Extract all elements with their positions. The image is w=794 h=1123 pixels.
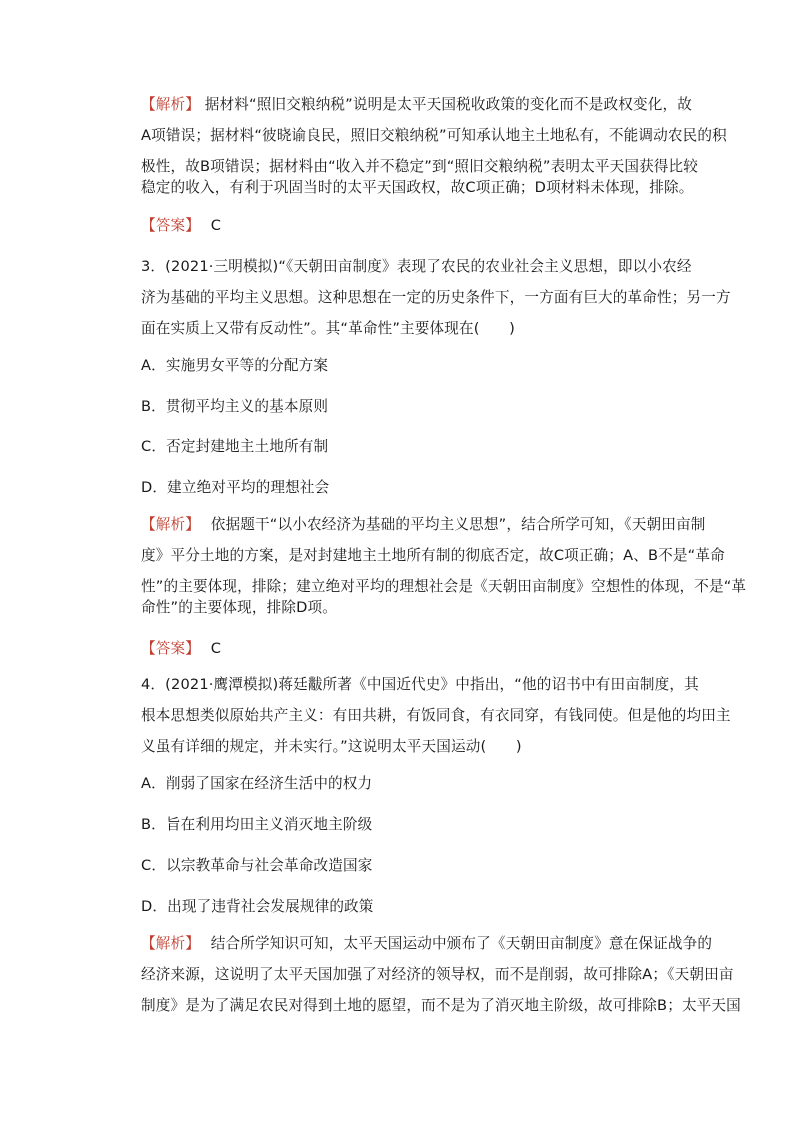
question-line (141, 287, 731, 309)
option-d (141, 477, 681, 499)
option-b (141, 814, 681, 836)
explanation-text: 稳定的收入，有利于巩固当时的太平天国政权，故C项正确；D项材料未体现，排除。 (141, 179, 694, 196)
answer-line (141, 638, 681, 660)
explanation-text: 结合所学知识可知，太平天国运动中颁布了《天朝田亩制度》意在保证战争的 (210, 935, 713, 952)
explanation-text: 【解析】 据材料“照旧交粮纳税”说明是太平天国税收政策的变化而不是政权变化，故 (141, 96, 692, 113)
explanation-line (141, 545, 725, 567)
question-text: 4．(2021·鹰潭模拟)蒋廷黻所著《中国近代史》中指出，“他的诏书中有田亩制度，其 (141, 676, 699, 693)
option-text: D．出现了违背社会发展规律的政策 (141, 898, 374, 915)
question-line (141, 318, 681, 340)
explanation-line (141, 597, 681, 619)
option-a (141, 773, 681, 795)
explanation-line (141, 964, 734, 986)
answer-tag: 【答案】 (141, 217, 200, 234)
question-text: 根本思想类似原始共产主义：有田共耕，有饭同食，有衣同穿，有钱同使。但是他的均田主 (141, 707, 731, 724)
explanation-line (141, 94, 692, 116)
explanation-text: 极性，故B项错误；据材料由“收入并不稳定”到“照旧交粮纳税”表明太平天国获得比较 (141, 158, 699, 175)
option-text: B．贯彻平均主义的基本原则 (141, 398, 329, 415)
option-text: D．建立绝对平均的理想社会 (141, 479, 330, 496)
explanation-text: 命性”的主要体现，排除D项。 (141, 599, 338, 616)
explanation-text: 度》平分土地的方案，是对封建地主土地所有制的彻底否定，故C项正确；A、B不是“革命 (141, 547, 725, 564)
question-text: 济为基础的平均主义思想。这种思想在一定的历史条件下，一方面有巨大的革命性；另一方 (141, 289, 731, 306)
explanation-text: 经济来源，这说明了太平天国加强了对经济的领导权，而不是削弱，故可排除A；《天朝田亩 (141, 966, 734, 983)
explanation-text: 性”的主要体现，排除；建立绝对平均的理想社会是《天朝田亩制度》空想性的体现，不是“革 (141, 578, 747, 595)
explanation-line (141, 156, 699, 178)
explanation-tag: 【解析】 (141, 516, 200, 533)
question-line (141, 674, 699, 696)
explanation-tag: 【解析】 (141, 96, 200, 113)
option-text: B．旨在利用均田主义消灭地主阶级 (141, 816, 373, 833)
explanation-line (141, 177, 694, 199)
question-line (141, 705, 731, 727)
explanation-line (141, 933, 713, 955)
answer-line (141, 215, 681, 237)
question-text: 面在实质上又带有反动性”。其“革命性”主要体现在( ) (141, 320, 515, 337)
explanation-line (141, 995, 741, 1017)
question-line (141, 256, 692, 278)
option-text: C．以宗教革命与社会革命改造国家 (141, 857, 373, 874)
option-b (141, 396, 681, 418)
explanation-text: 依据题干“以小农经济为基础的平均主义思想”，结合所学可知，《天朝田亩制 (210, 516, 706, 533)
option-c (141, 436, 681, 458)
option-text: A．削弱了国家在经济生活中的权力 (141, 775, 373, 792)
answer-value: C (210, 217, 222, 234)
option-c (141, 855, 681, 877)
question-text: 3．(2021·三明模拟)“《天朝田亩制度》表现了农民的农业社会主义思想，即以小农经 (141, 258, 692, 275)
explanation-tag: 【解析】 (141, 935, 200, 952)
explanation-line (141, 576, 747, 598)
question-text: 义虽有详细的规定，并未实行。”这说明太平天国运动( ) (141, 738, 522, 755)
answer-tag: 【答案】 (141, 640, 200, 657)
option-d (141, 896, 681, 918)
explanation-text: 制度》是为了满足农民对得到土地的愿望，而不是为了消灭地主阶级，故可排除B；太平天国 (141, 997, 741, 1014)
option-text: A．实施男女平等的分配方案 (141, 357, 329, 374)
explanation-line (141, 514, 706, 536)
explanation-text: A项错误；据材料“彼晓谕良民，照旧交粮纳税”可知承认地主土地私有，不能调动农民的积 (141, 127, 727, 144)
option-a (141, 355, 681, 377)
explanation-line (141, 125, 727, 147)
answer-value: C (210, 640, 222, 657)
option-text: C．否定封建地主土地所有制 (141, 438, 329, 455)
question-line (141, 736, 681, 758)
